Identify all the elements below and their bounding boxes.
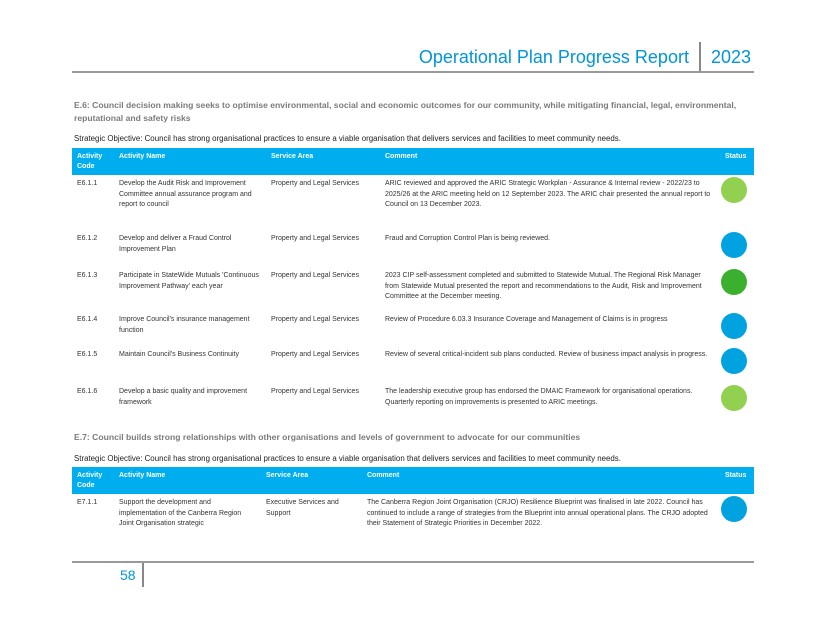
status-cell <box>720 346 754 383</box>
service-area: Property and Legal Services <box>271 351 359 358</box>
activity-code: E6.1.1 <box>77 180 98 187</box>
service-area: Executive Services and Support <box>266 499 339 517</box>
status-cell <box>720 494 754 536</box>
report-header <box>419 44 751 70</box>
comment: Review of Procedure 6.03.3 Insurance Coverage and Management of Claims is in progress <box>385 316 668 323</box>
status-indicator <box>721 177 747 203</box>
status-cell <box>720 311 754 346</box>
activity-name: Maintain Council's Business Continuity <box>119 351 240 358</box>
activity-code: E6.1.6 <box>77 388 98 395</box>
page-number: 58 <box>120 567 136 583</box>
status-indicator <box>721 269 747 295</box>
table-row <box>72 346 754 383</box>
activity-code: E7.1.1 <box>77 499 98 506</box>
activity-code: E6.1.3 <box>77 272 98 279</box>
activity-code: E6.1.2 <box>77 235 98 242</box>
table-row <box>72 267 754 311</box>
service-area: Property and Legal Services <box>271 316 359 323</box>
col-header-area: Service Area <box>271 153 314 160</box>
service-area: Property and Legal Services <box>271 388 359 395</box>
col-header-code: Activity Code <box>77 153 103 170</box>
service-area: Property and Legal Services <box>271 180 359 187</box>
table-row <box>72 494 754 536</box>
activity-name: Develop the Audit Risk and Improvement Committee annual assurance program and report to council <box>119 180 252 208</box>
status-cell <box>720 230 754 267</box>
table-row <box>72 311 754 346</box>
comment: 2023 CIP self-assessment completed and submitted to Statewide Mutual. The Regional Risk Manager from Statewide Mutual presented the report and recommendations to the Audit, Risk and Improvement Committee at the December meeting. <box>385 272 702 300</box>
strategic-objective-e7: Strategic Objective: Council has strong organisational practices to ensure a viable organisation that delivers services and facilities to meet community needs. <box>74 454 621 463</box>
footer-rule <box>72 561 754 563</box>
activity-name: Develop and deliver a Fraud Control Improvement Plan <box>119 235 232 253</box>
service-area: Property and Legal Services <box>271 235 359 242</box>
col-header-status: Status <box>725 472 747 479</box>
activity-name: Develop a basic quality and improvement framework <box>119 388 248 406</box>
status-indicator <box>721 232 747 258</box>
report-title: Operational Plan Progress Report <box>418 46 689 67</box>
status-indicator <box>721 385 747 411</box>
comment: ARIC reviewed and approved the ARIC Strategic Workplan - Assurance & Internal review - 2022/23 to 2025/26 at the ARIC meeting held on 12 September 2023. The ARIC chair presented the annual report to Council on 13 December 2023. <box>385 180 711 208</box>
header-rule <box>72 71 754 73</box>
col-header-comment: Comment <box>367 472 400 479</box>
comment: Fraud and Corruption Control Plan is being reviewed. <box>385 235 550 242</box>
status-indicator <box>721 313 747 339</box>
footer-divider <box>142 563 144 587</box>
status-indicator <box>721 348 747 374</box>
table-row <box>72 230 754 267</box>
status-indicator <box>721 496 747 522</box>
col-header-name: Activity Name <box>119 153 166 160</box>
section-title-e7: E.7: Council builds strong relationships with other organisations and levels of government to advocate for our communities <box>74 432 581 442</box>
col-header-status: Status <box>725 153 747 160</box>
activity-name: Support the development and implementation of the Canberra Region Joint Organisation strategic <box>119 499 242 527</box>
comment: Review of several critical-incident sub plans conducted. Review of business impact analysis in progress. <box>385 351 708 358</box>
service-area: Property and Legal Services <box>271 272 359 279</box>
activity-table-e6 <box>72 148 754 418</box>
col-header-comment: Comment <box>385 153 418 160</box>
status-cell <box>720 267 754 311</box>
strategic-objective-e6: Strategic Objective: Council has strong organisational practices to ensure a viable organisation that delivers services and facilities to meet community needs. <box>74 134 621 143</box>
activity-table-e7 <box>72 467 754 536</box>
table-row <box>72 175 754 230</box>
col-header-area: Service Area <box>266 472 309 479</box>
comment: The Canberra Region Joint Organisation (CRJO) Resilience Blueprint was finalised in late 2022. Council has continued to include a range of strategies from the Blueprint into annual operational plans. The CRJO adopted their Statement of Strategic Priorities in December 2022. <box>367 499 708 527</box>
activity-name: Improve Council's insurance management function <box>119 316 250 334</box>
activity-code: E6.1.5 <box>77 351 98 358</box>
comment: The leadership executive group has endorsed the DMAIC Framework for organisational operations. Quarterly reporting on improvements is presented to ARIC meetings. <box>385 388 693 406</box>
col-header-code: Activity Code <box>77 472 103 489</box>
status-cell <box>720 383 754 418</box>
report-year: 2023 <box>710 46 751 67</box>
table-row <box>72 383 754 418</box>
table-header-row <box>72 148 754 175</box>
status-cell <box>720 175 754 230</box>
activity-name: Participate in StateWide Mutuals 'Continuous Improvement Pathway' each year <box>119 272 259 290</box>
table-header-row <box>72 467 754 494</box>
col-header-name: Activity Name <box>119 472 166 479</box>
activity-code: E6.1.4 <box>77 316 98 323</box>
section-title-e6: E.6: Council decision making seeks to optimise environmental, social and economic outcomes for our community, while mitigating financial, legal, environmental, reputational and safety risks <box>74 100 737 123</box>
